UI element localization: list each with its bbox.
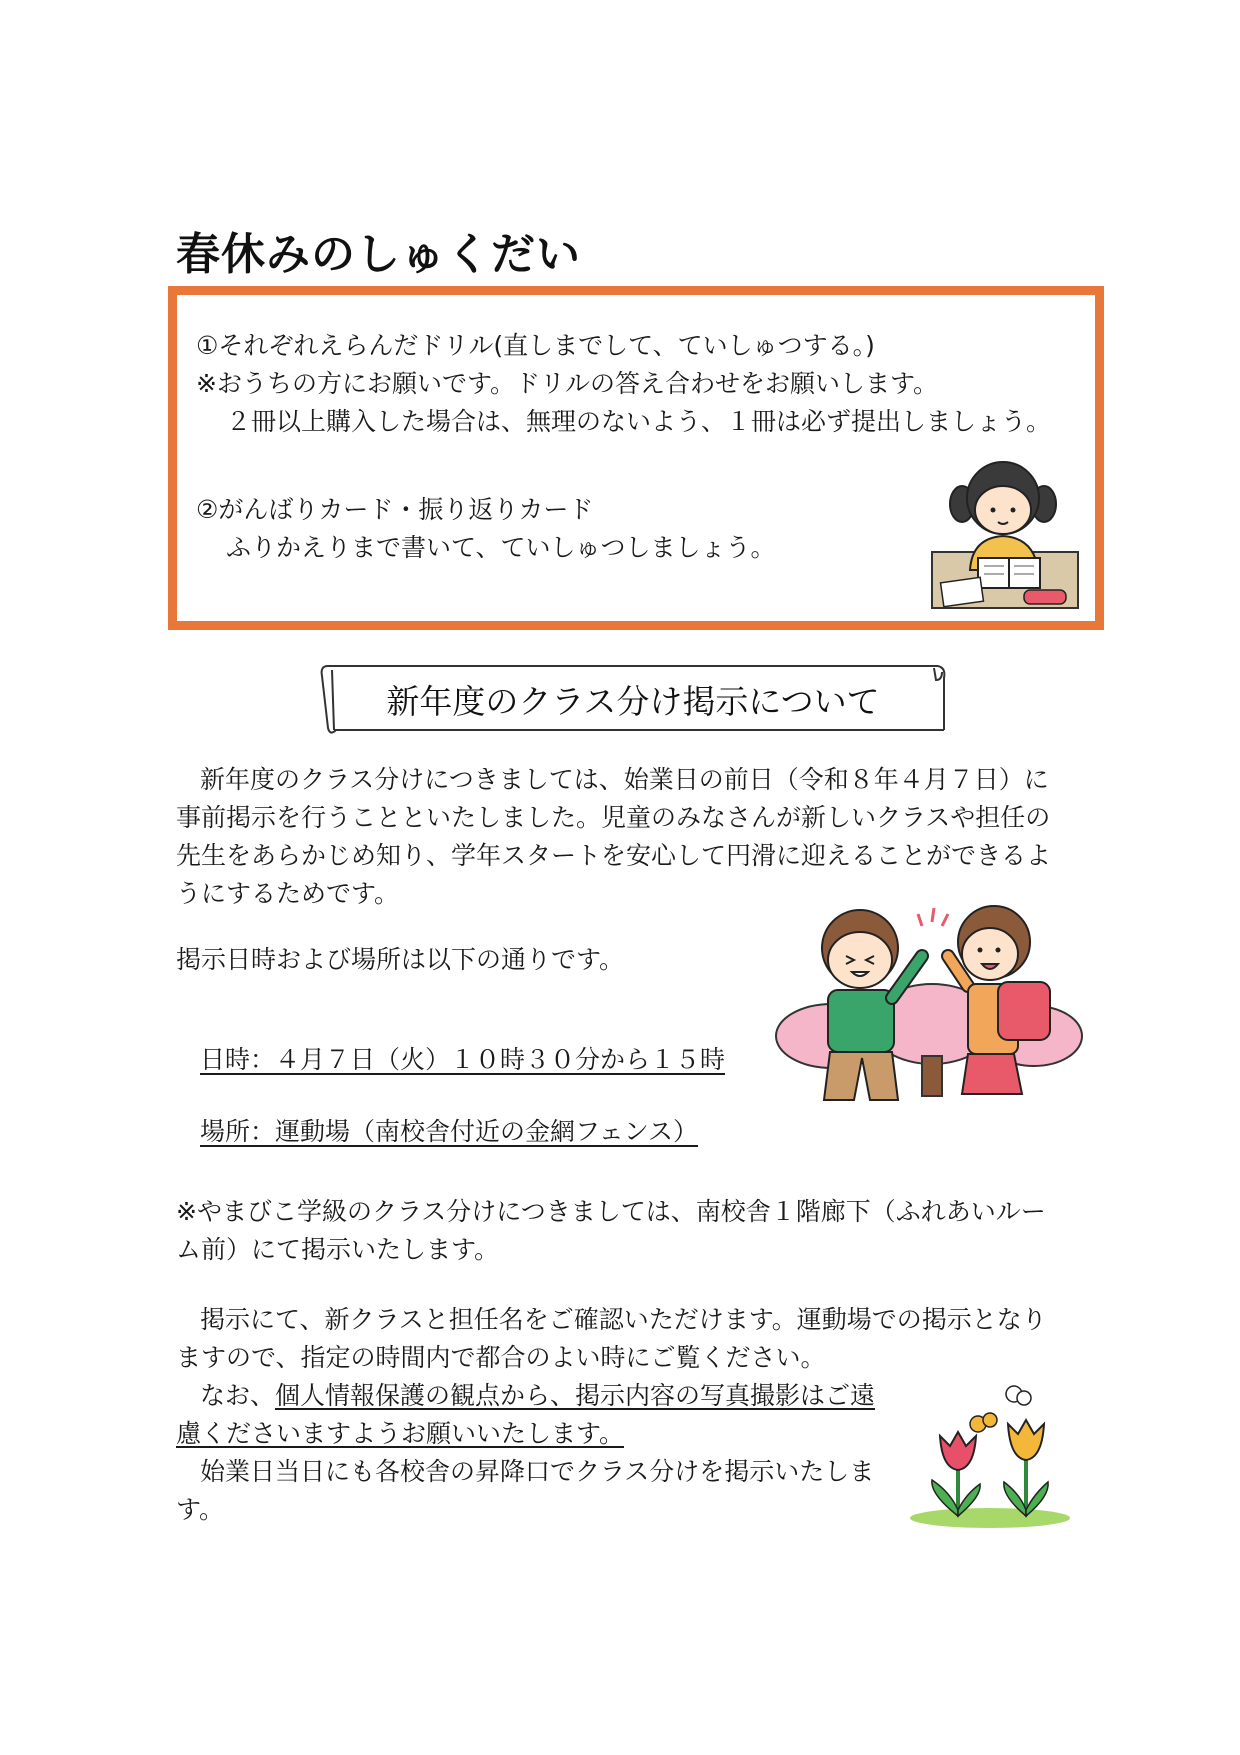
- note-line-1: ※やまびこ学級のクラス分けにつきましては、南校舎１階廊下（ふれあいルー: [176, 1197, 1046, 1226]
- paragraph-4-prefix: なお、: [200, 1381, 276, 1410]
- paragraph-5-line-1: 始業日当日にも各校舎の昇降口でクラス分けを掲示いたしま: [200, 1457, 875, 1486]
- paragraph-1-line-4: うにするためです。: [176, 879, 400, 908]
- place-line: 場所：運動場（南校舎付近の金網フェンス）: [200, 1117, 699, 1146]
- homework-item-1: ①それぞれえらんだドリル(直しまでして、ていしゅつする。): [196, 331, 875, 360]
- paragraph-3-line-1: 掲示にて、新クラスと担任名をご確認いただけます。運動場での掲示となり: [200, 1305, 1047, 1334]
- paragraph-1-line-2: 事前掲示を行うことといたしました。児童のみなさんが新しいクラスや担任の: [176, 803, 1051, 832]
- kids-high-five-illustration: [772, 886, 1084, 1126]
- homework-note-1: ※おうちの方にお願いです。ドリルの答え合わせをお願いします。: [196, 369, 938, 398]
- paragraph-4-underlined-1: 個人情報保護の観点から、掲示内容の写真撮影はご遠: [275, 1381, 876, 1410]
- paragraph-1-line-1: 新年度のクラス分けにつきましては、始業日の前日（令和８年４月７日）に: [200, 765, 1049, 794]
- paragraph-2: 掲示日時および場所は以下の通りです。: [176, 945, 625, 974]
- homework-note-2: ２冊以上購入した場合は、無理のないよう、１冊は必ず提出しましょう。: [226, 407, 1052, 436]
- paragraph-4-underlined-2: 慮くださいますようお願いいたします。: [176, 1419, 625, 1448]
- tulips-illustration: [906, 1384, 1074, 1530]
- section-title-scroll: [318, 658, 948, 738]
- paragraph-4-line-1: [200, 1376, 875, 1412]
- section-title: 新年度のクラス分け掲示について: [386, 682, 880, 721]
- paragraph-3-line-2: ますので、指定の時間内で都合のよい時にご覧ください。: [176, 1343, 826, 1372]
- paragraph-1-line-3: 先生をあらかじめ知り、学年スタートを安心して円滑に迎えることができるよ: [176, 841, 1052, 870]
- page-title: 春休みのしゅくだい: [176, 229, 581, 280]
- note-line-2: ム前）にて掲示いたします。: [176, 1235, 500, 1264]
- paragraph-5-line-2: す。: [176, 1495, 225, 1524]
- homework-item-2-sub: ふりかえりまで書いて、ていしゅつしましょう。: [226, 533, 776, 562]
- homework-item-2: ②がんばりカード・振り返りカード: [196, 495, 594, 524]
- date-line: 日時：４月７日（火）１０時３０分から１５時: [200, 1045, 726, 1074]
- girl-studying-illustration: [928, 440, 1080, 612]
